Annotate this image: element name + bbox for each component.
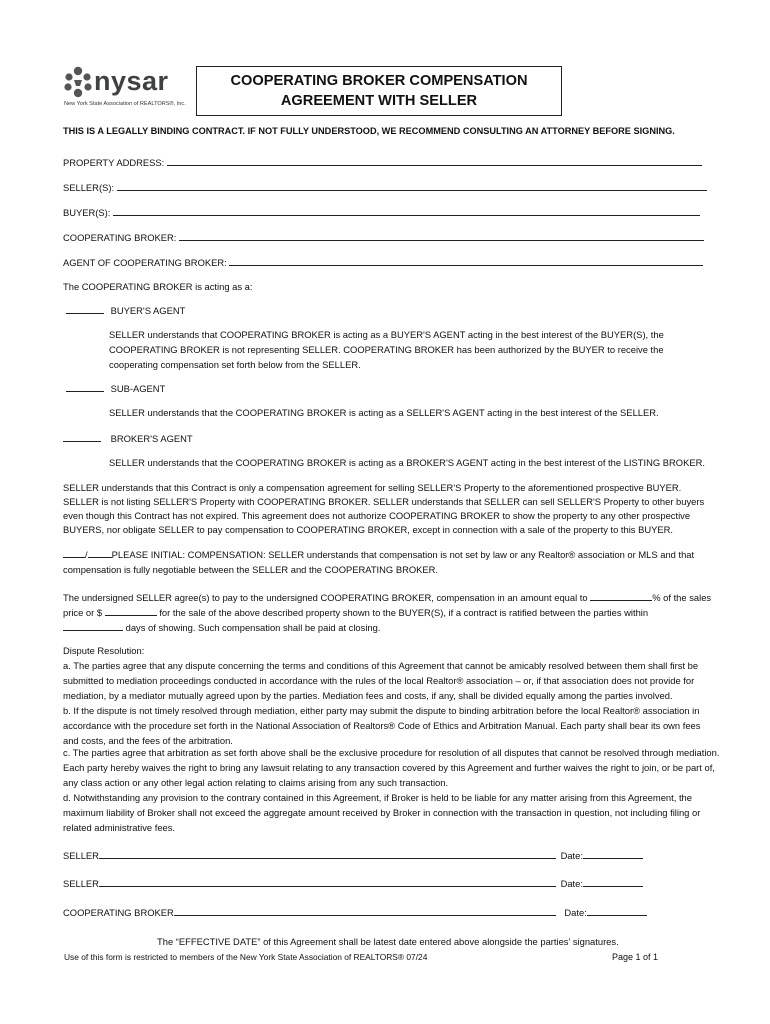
sub-agent-line-1: SELLER understands that the COOPERATING BROKER is acting as a SELLER'S AGENT acting in the best interest of the SELLER. (109, 407, 659, 418)
seller-signature-field[interactable] (99, 849, 556, 859)
compensation-row-1 (63, 590, 711, 605)
buyers-field[interactable] (113, 206, 700, 216)
brokers-agent-label: BROKER'S AGENT (110, 433, 193, 444)
initial-line-1: PLEASE INITIAL: COMPENSATION: SELLER understands that compensation is not set by law or any Realtor® association or MLS and that (111, 549, 695, 560)
dispute-line: mediation, by a mediator mutually agreed upon by the parties. Mediation fees and costs, if any, shall be divided equally among the parties involved. (63, 690, 673, 701)
dispute-heading: Dispute Resolution: (63, 645, 145, 656)
seller-signature-row-2 (63, 876, 643, 891)
property-address-row (63, 155, 702, 170)
initial-field-2[interactable] (88, 548, 112, 558)
date-field[interactable] (583, 849, 643, 859)
property-address-field[interactable] (167, 156, 702, 166)
dispute-line: accordance with the procedure set forth in the National Association of Realtors® Code of Ethics and Arbitration Manual. Each party shall bear its own fees (63, 720, 701, 731)
date-field[interactable] (587, 906, 647, 916)
agent-field[interactable] (229, 256, 703, 266)
initial-field-1[interactable] (63, 548, 85, 558)
dispute-line: maximum liability of Broker shall not exceed the aggregate amount received by Broker in connection with the transaction in question, not including filing or (63, 807, 701, 818)
dispute-line: any class action or any other legal action relating to claims arising from any such transaction. (63, 777, 449, 788)
dispute-line: submitted to mediation proceedings conducted in accordance with the rules of the local Realtor® association – or, if that association does not provide for (63, 675, 695, 686)
title-line-1: COOPERATING BROKER COMPENSATION (230, 73, 528, 89)
buyers-agent-label: BUYER'S AGENT (110, 305, 186, 316)
dispute-line: and costs, and the fees of the arbitration. (63, 735, 233, 746)
contract-para-line-4: BUYERS, nor obligate SELLER to pay compensation to COOPERATING BROKER, except in connection with a sale of the property to this BUYER. (63, 524, 674, 535)
broker-signature-field[interactable] (174, 906, 556, 916)
broker-signature-label: COOPERATING BROKER (63, 907, 174, 918)
acting-as-text: The COOPERATING BROKER is acting as a: (63, 281, 253, 292)
broker-signature-row (63, 905, 647, 920)
buyers-agent-option (66, 303, 185, 318)
compensation-text-b: % of the sales (652, 592, 712, 603)
logo-wordmark: nysar (94, 66, 169, 96)
dispute-line: b. If the dispute is not timely resolved through mediation, either party may submit the dispute to binding arbitration before the local Realtor® association in (63, 705, 700, 716)
seller-signature-field[interactable] (99, 877, 556, 887)
dispute-line: c. The parties agree that arbitration as set forth above shall be the exclusive procedure for resolution of all disputes that cannot be resolved through mediation. (63, 747, 720, 758)
sub-agent-label: SUB-AGENT (110, 383, 166, 394)
dispute-line: Each party hereby waives the right to bring any lawsuit relating to any transaction covered by this Agreement and further waives the right to join, or be part of, (63, 762, 715, 773)
date-label: Date: (560, 878, 583, 889)
sellers-row (63, 180, 707, 195)
contract-para-line-2: SELLER is not listing SELLER'S Property with COOPERATING BROKER. SELLER understands that SELLER can sell SELLER'S Property to other buyers (63, 496, 705, 507)
agent-label: AGENT OF COOPERATING BROKER: (63, 257, 227, 268)
compensation-row-2 (63, 605, 648, 620)
sub-agent-option (66, 381, 165, 396)
dispute-line: a. The parties agree that any dispute concerning the terms and conditions of this Agreement that cannot be amicably resolved between them shall first be (63, 660, 699, 671)
initial-line-2: compensation is fully negotiable between the SELLER and the COOPERATING BROKER. (63, 564, 439, 575)
document-title (230, 71, 527, 111)
seller-signature-label: SELLER (63, 878, 99, 889)
buyers-row (63, 205, 700, 220)
compensation-text-a: The undersigned SELLER agree(s) to pay to the undersigned COOPERATING BROKER, compensation in an amount equal to (63, 592, 588, 603)
date-label: Date: (564, 907, 587, 918)
buyers-agent-line-1: SELLER understands that COOPERATING BROKER is acting as a BUYER'S AGENT acting in the best interest of the BUYER(S), the (109, 329, 664, 340)
cooperating-broker-label: COOPERATING BROKER: (63, 232, 177, 243)
nysar-logo (64, 66, 194, 112)
dollar-amount-field[interactable] (105, 606, 157, 616)
sellers-label: SELLER(S): (63, 182, 115, 193)
title-line-2: AGREEMENT WITH SELLER (280, 93, 478, 109)
buyers-label: BUYER(S): (63, 207, 111, 218)
buyers-agent-check-field[interactable] (66, 304, 104, 314)
dispute-line: related administrative fees. (63, 822, 176, 833)
footer-restriction: Use of this form is restricted to members of the New York State Association of REALTORS® 07/24 (64, 952, 428, 962)
logo-subtitle: New York State Association of REALTORS®, Inc. (64, 101, 186, 107)
compensation-text-e: days of showing. Such compensation shall be paid at closing. (125, 622, 381, 633)
brokers-agent-option (63, 431, 193, 446)
seller-signature-row-1 (63, 848, 643, 863)
effective-date-note: The “EFFECTIVE DATE” of this Agreement shall be latest date entered above alongside the parties’ signatures. (157, 936, 619, 947)
contract-para-line-3: even though this Contract has not expired. This agreement does not authorize COOPERATING BROKER to show the property to any other prospective (63, 510, 691, 521)
agent-row (63, 255, 703, 270)
compensation-text-d: for the sale of the above described property shown to the BUYER(S), if a contract is ratified between the parties within (159, 607, 649, 618)
cooperating-broker-row (63, 230, 704, 245)
cooperating-broker-field[interactable] (179, 231, 704, 241)
legal-warning: THIS IS A LEGALLY BINDING CONTRACT. IF NOT FULLY UNDERSTOOD, WE RECOMMEND CONSULTING AN ATTORNEY BEFORE SIGNING. (63, 126, 675, 136)
brokers-agent-line-1: SELLER understands that the COOPERATING BROKER is acting as a BROKER'S AGENT acting in the best interest of the LISTING BROKER. (109, 457, 705, 468)
days-field[interactable] (63, 621, 123, 631)
date-field[interactable] (583, 877, 643, 887)
title-box (196, 66, 562, 116)
sellers-field[interactable] (117, 181, 707, 191)
compensation-text-c: price or $ (63, 607, 103, 618)
page-number: Page 1 of 1 (612, 952, 659, 962)
sub-agent-check-field[interactable] (66, 382, 104, 392)
initial-row: / PLEASE INITIAL: COMPENSATION: SELLER understands that compensation is not set by law or any Realtor® association or MLS and that (63, 547, 694, 562)
compensation-row-3 (63, 620, 380, 635)
contract-para-line-1: SELLER understands that this Contract is only a compensation agreement for selling SELLER'S Property to the aforementioned prospective BUYER. (63, 482, 682, 493)
nysar-logo-icon (64, 66, 92, 100)
brokers-agent-check-field[interactable] (63, 432, 101, 442)
date-label: Date: (560, 850, 583, 861)
property-address-label: PROPERTY ADDRESS: (63, 157, 165, 168)
buyers-agent-line-2: COOPERATING BROKER is not representing SELLER. COOPERATING BROKER has been authorized by the BUYER to receive the (109, 344, 664, 355)
seller-signature-label: SELLER (63, 850, 99, 861)
percent-field[interactable] (590, 591, 652, 601)
buyers-agent-line-3: cooperating compensation set forth below from the SELLER. (109, 359, 361, 370)
dispute-line: d. Notwithstanding any provision to the contrary contained in this Agreement, if Broker is held to be liable for any matter arising from this Agreement, the (63, 792, 692, 803)
